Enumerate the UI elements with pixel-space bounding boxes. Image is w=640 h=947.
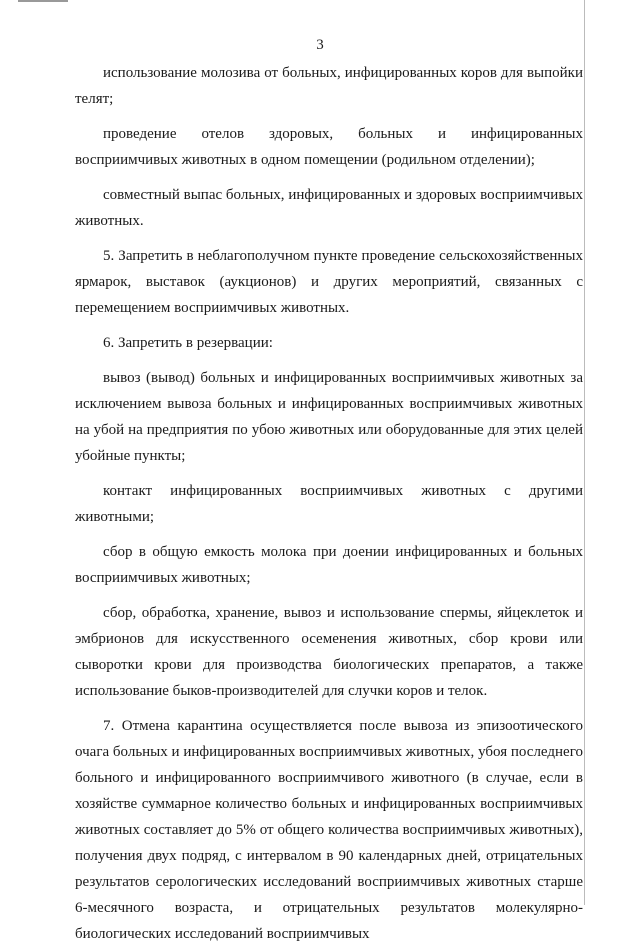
page-number: 3	[316, 37, 324, 53]
paragraph-item-5: 5. Запретить в неблагополучном пункте проведение сельскохозяйственных ярмарок, выставок (аукционов) и других мероприятий, связанных с перемещением восприимчивых животных.	[75, 248, 583, 316]
scan-artifact-top	[18, 0, 68, 2]
paragraph-contact: контакт инфицированных восприимчивых животных с другими животными;	[75, 483, 583, 525]
paragraph-item-7: 7. Отмена карантина осуществляется после вывоза из эпизоотического очага больных и инфицированных восприимчивых животных, убоя последнего больного и инфицированного восприимчивого животного (в случае, если в хозяйстве суммарное количество больных и инфицированных восприимчивых животных составляет до 5% от общего количества восприимчивых животных), получения двух подряд, с интервалом в 90 календарных дней, отрицательных результатов серологических исследований восприимчивых животных старше 6-месячного возраста, и отрицательных результатов молекулярно-биологических исследований восприимчивых	[75, 718, 583, 942]
body-text	[75, 60, 583, 947]
paragraph-grazing: совместный выпас больных, инфицированных и здоровых восприимчивых животных.	[75, 187, 583, 229]
paragraph-export: вывоз (вывод) больных и инфицированных восприимчивых животных за исключением вывоза больных и инфицированных восприимчивых животных на убой на предприятия по убою животных или оборудованные для этих целей убойные пункты;	[75, 370, 583, 464]
scan-artifact-right-margin	[584, 0, 585, 905]
paragraph-sperm: сбор, обработка, хранение, вывоз и использование спермы, яйцеклеток и эмбрионов для искусственного осеменения животных, сбор крови или сыворотки крови для производства биологических препаратов, а также использование быков-производителей для случки коров и телок.	[75, 605, 583, 699]
paragraph-milk: сбор в общую емкость молока при доении инфицированных и больных восприимчивых животных;	[75, 544, 583, 586]
paragraph-calving: проведение отелов здоровых, больных и инфицированных восприимчивых животных в одном помещении (родильном отделении);	[75, 126, 583, 168]
paragraph-item-6: 6. Запретить в резервации:	[103, 335, 273, 351]
paragraph-colostrum: использование молозива от больных, инфицированных коров для выпойки телят;	[75, 65, 583, 107]
